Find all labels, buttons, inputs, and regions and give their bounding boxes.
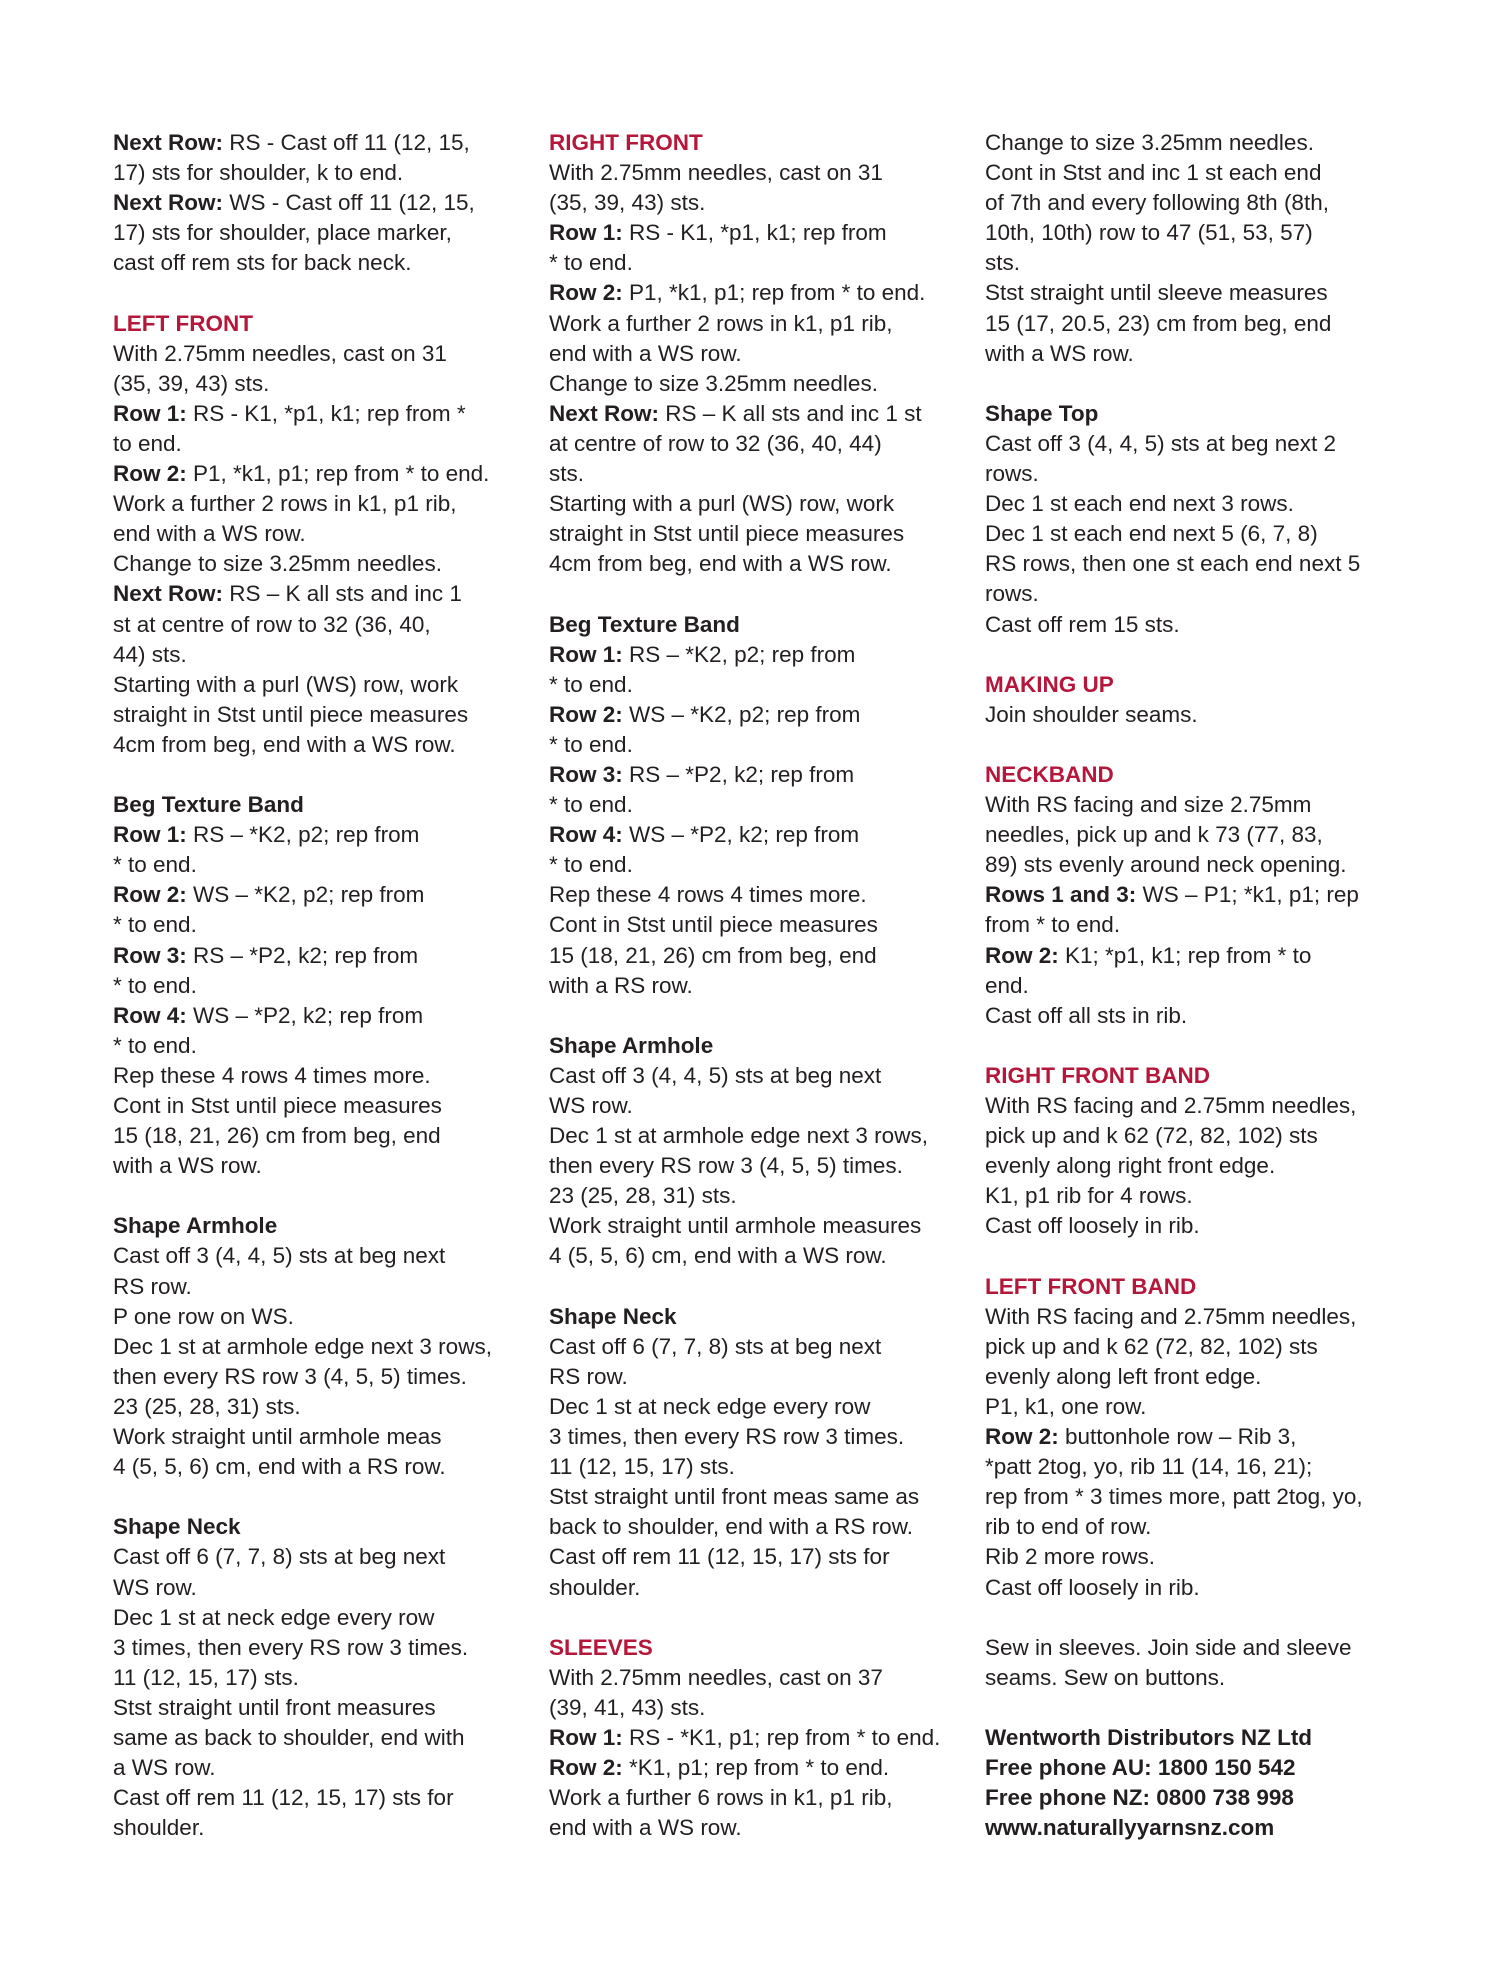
- instruction-line: [113, 128, 533, 158]
- text-line: straight in Stst until piece measures: [113, 701, 469, 727]
- instruction-line: [113, 880, 533, 910]
- text-line: RS rows, then one st each end next 5: [985, 551, 1361, 577]
- subsection-heading: Shape Armhole: [549, 1032, 714, 1058]
- text-line: shoulder.: [549, 1574, 641, 1600]
- text-line: Cont in Stst until piece measures: [113, 1093, 442, 1118]
- text-line: * to end.: [549, 250, 633, 276]
- text-line: Cast off loosely in rib.: [985, 1574, 1200, 1600]
- text-line: * to end.: [549, 671, 633, 697]
- text-line: 89) sts evenly around neck opening.: [985, 852, 1347, 878]
- text-line: 4 (5, 5, 6) cm, end with a WS row.: [549, 1243, 887, 1269]
- text-line: rows.: [985, 461, 1039, 487]
- instruction-line: [549, 820, 969, 850]
- text-line: Rep these 4 rows 4 times more.: [549, 882, 867, 908]
- text-line: Dec 1 st at armhole edge next 3 rows,: [113, 1333, 492, 1359]
- text-line: Dec 1 st at neck edge every row: [549, 1393, 871, 1419]
- instruction-line: [113, 820, 533, 850]
- text-line: 15 (17, 20.5, 23) cm from beg, end: [985, 310, 1332, 336]
- row-text: RS – K all sts and inc 1 st: [659, 400, 922, 426]
- text-line: K1, p1 rib for 4 rows.: [985, 1183, 1193, 1209]
- instruction-line: [549, 218, 969, 248]
- text-line: 11 (12, 15, 17) sts.: [113, 1664, 299, 1690]
- row-text: K1; *p1, k1; rep from * to: [1058, 942, 1312, 968]
- text-line: same as back to shoulder, end with: [113, 1724, 465, 1750]
- text-line: * to end.: [113, 1032, 197, 1058]
- row-text: RS - K1, *p1, k1; rep from *: [186, 400, 466, 426]
- text-line: 15 (18, 21, 26) cm from beg, end: [549, 942, 877, 968]
- section-heading: LEFT FRONT: [113, 310, 253, 336]
- row-text: RS - Cast off 11 (12, 15,: [223, 130, 470, 155]
- text-line: evenly along right front edge.: [985, 1153, 1276, 1179]
- text-line: shoulder.: [113, 1815, 205, 1841]
- text-line: 23 (25, 28, 31) sts.: [113, 1393, 301, 1419]
- text-line: rep from * 3 times more, patt 2tog, yo,: [985, 1484, 1363, 1510]
- text-line: * to end.: [113, 972, 197, 998]
- section-heading: LEFT FRONT BAND: [985, 1273, 1197, 1299]
- row-label: Next Row:: [549, 400, 660, 426]
- text-line: Cont in Stst and inc 1 st each end: [985, 160, 1322, 186]
- row-label: Row 1:: [549, 1724, 623, 1750]
- row-text: RS – *P2, k2; rep from: [622, 761, 855, 787]
- spacer: [113, 760, 533, 790]
- instruction-line: [113, 1001, 533, 1031]
- text-line: * to end.: [549, 792, 633, 818]
- row-text: buttonhole row – Rib 3,: [1058, 1424, 1297, 1450]
- section-heading: NECKBAND: [985, 761, 1114, 787]
- text-line: With RS facing and 2.75mm needles,: [985, 1093, 1357, 1118]
- spacer: [985, 730, 1415, 760]
- instruction-line: [549, 1723, 969, 1753]
- instruction-line: [113, 459, 533, 489]
- text-line: Cast off 3 (4, 4, 5) sts at beg next: [113, 1243, 446, 1269]
- subsection-heading: Beg Texture Band: [549, 611, 740, 637]
- contact-line: Free phone NZ: 0800 738 998: [985, 1785, 1294, 1811]
- text-line: 4cm from beg, end with a WS row.: [113, 731, 456, 757]
- contact-line: Free phone AU: 1800 150 542: [985, 1755, 1296, 1781]
- text-line: With 2.75mm needles, cast on 37: [549, 1664, 883, 1690]
- instruction-line: [549, 278, 969, 308]
- text-line: 10th, 10th) row to 47 (51, 53, 57): [985, 220, 1313, 246]
- text-line: evenly along left front edge.: [985, 1363, 1262, 1389]
- column-left: [113, 128, 533, 1843]
- row-label: Rows 1 and 3:: [985, 882, 1137, 908]
- row-label: Row 3:: [549, 761, 623, 787]
- row-text: WS – *K2, p2; rep from: [186, 882, 425, 908]
- text-line: from * to end.: [985, 912, 1121, 938]
- text-line: Work a further 6 rows in k1, p1 rib,: [549, 1785, 893, 1811]
- text-line: sts.: [985, 250, 1021, 276]
- text-line: Change to size 3.25mm needles.: [113, 551, 442, 577]
- text-line: rib to end of row.: [985, 1514, 1152, 1540]
- text-line: at centre of row to 32 (36, 40, 44): [549, 430, 882, 456]
- text-line: to end.: [113, 430, 182, 456]
- text-line: RS row.: [113, 1273, 192, 1299]
- text-line: (35, 39, 43) sts.: [113, 370, 270, 396]
- row-text: P1, *k1, p1; rep from * to end.: [186, 461, 490, 487]
- row-label: Row 2:: [113, 882, 187, 908]
- text-line: with a WS row.: [985, 340, 1134, 366]
- text-line: 17) sts for shoulder, k to end.: [113, 160, 404, 186]
- text-line: st at centre of row to 32 (36, 40,: [113, 611, 431, 637]
- spacer: [549, 1272, 969, 1302]
- instruction-line: [549, 760, 969, 790]
- row-text: *K1, p1; rep from * to end.: [622, 1755, 890, 1781]
- text-line: with a RS row.: [549, 972, 693, 998]
- text-line: Stst straight until front meas same as: [549, 1484, 920, 1510]
- text-line: With 2.75mm needles, cast on 31: [549, 160, 883, 186]
- subsection-heading: Shape Neck: [549, 1303, 677, 1329]
- text-line: * to end.: [549, 852, 633, 878]
- text-line: end with a WS row.: [113, 521, 306, 547]
- spacer: [549, 1001, 969, 1031]
- subsection-heading: Shape Neck: [113, 1514, 241, 1540]
- text-line: end.: [985, 972, 1029, 998]
- text-line: 17) sts for shoulder, place marker,: [113, 220, 452, 246]
- row-text: WS – *P2, k2; rep from: [622, 822, 860, 848]
- row-label: Row 2:: [985, 942, 1059, 968]
- instruction-line: [985, 941, 1415, 971]
- text-line: end with a WS row.: [549, 340, 742, 366]
- text-line: Change to size 3.25mm needles.: [985, 130, 1314, 155]
- text-line: 3 times, then every RS row 3 times.: [113, 1634, 469, 1660]
- spacer: [113, 1181, 533, 1211]
- text-line: * to end.: [113, 852, 197, 878]
- instruction-line: [549, 640, 969, 670]
- instruction-line: [113, 579, 533, 609]
- row-text: WS – *K2, p2; rep from: [622, 701, 861, 727]
- text-line: seams. Sew on buttons.: [985, 1664, 1226, 1690]
- text-line: a WS row.: [113, 1755, 216, 1781]
- text-line: then every RS row 3 (4, 5, 5) times.: [113, 1363, 467, 1389]
- row-text: WS – *P2, k2; rep from: [186, 1002, 424, 1028]
- text-line: P1, k1, one row.: [985, 1393, 1147, 1419]
- row-text: WS – P1; *k1, p1; rep: [1136, 882, 1359, 908]
- text-line: Starting with a purl (WS) row, work: [113, 671, 459, 697]
- instruction-line: [549, 1753, 969, 1783]
- row-label: Next Row:: [113, 130, 224, 155]
- row-label: Row 4:: [113, 1002, 187, 1028]
- row-label: Row 1:: [113, 400, 187, 426]
- text-line: 23 (25, 28, 31) sts.: [549, 1183, 737, 1209]
- text-line: pick up and k 62 (72, 82, 102) sts: [985, 1333, 1318, 1359]
- row-text: RS – *P2, k2; rep from: [186, 942, 419, 968]
- section-heading: RIGHT FRONT: [549, 130, 703, 155]
- text-line: Work a further 2 rows in k1, p1 rib,: [549, 310, 893, 336]
- section-heading: MAKING UP: [985, 671, 1114, 697]
- instruction-line: [113, 941, 533, 971]
- spacer: [985, 1031, 1415, 1061]
- spacer: [985, 1693, 1415, 1723]
- text-line: WS row.: [549, 1093, 633, 1118]
- instruction-line: [549, 399, 969, 429]
- text-line: 11 (12, 15, 17) sts.: [549, 1454, 735, 1480]
- text-line: Cast off 3 (4, 4, 5) sts at beg next 2: [985, 430, 1337, 456]
- row-label: Next Row:: [113, 581, 224, 607]
- column-middle: [549, 128, 969, 1843]
- text-line: straight in Stst until piece measures: [549, 521, 905, 547]
- text-line: 15 (18, 21, 26) cm from beg, end: [113, 1123, 441, 1149]
- row-label: Row 4:: [549, 822, 623, 848]
- instruction-line: [985, 1422, 1415, 1452]
- spacer: [985, 1241, 1415, 1271]
- text-line: sts.: [549, 461, 585, 487]
- spacer: [985, 369, 1415, 399]
- text-line: Starting with a purl (WS) row, work: [549, 491, 895, 517]
- text-line: Work straight until armhole meas: [113, 1424, 442, 1450]
- contact-line: Wentworth Distributors NZ Ltd: [985, 1724, 1313, 1750]
- text-line: * to end.: [113, 912, 197, 938]
- subsection-heading: Shape Armhole: [113, 1213, 278, 1239]
- text-line: Dec 1 st at armhole edge next 3 rows,: [549, 1123, 928, 1149]
- text-line: Work a further 2 rows in k1, p1 rib,: [113, 491, 457, 517]
- section-heading: SLEEVES: [549, 1634, 653, 1660]
- row-text: WS - Cast off 11 (12, 15,: [223, 190, 475, 216]
- text-line: With RS facing and size 2.75mm: [985, 792, 1312, 818]
- text-line: Join shoulder seams.: [985, 701, 1198, 727]
- text-line: * to end.: [549, 731, 633, 757]
- instruction-line: [549, 700, 969, 730]
- text-line: 4cm from beg, end with a WS row.: [549, 551, 892, 577]
- subsection-heading: Shape Top: [985, 400, 1099, 426]
- text-line: of 7th and every following 8th (8th,: [985, 190, 1329, 216]
- text-line: *patt 2tog, yo, rib 11 (14, 16, 21);: [985, 1454, 1313, 1480]
- instruction-line: [113, 399, 533, 429]
- text-line: With RS facing and 2.75mm needles,: [985, 1303, 1357, 1329]
- row-label: Row 2:: [549, 1755, 623, 1781]
- text-line: (39, 41, 43) sts.: [549, 1694, 706, 1720]
- text-line: Cast off loosely in rib.: [985, 1213, 1200, 1239]
- row-label: Row 1:: [549, 220, 623, 246]
- instruction-line: [985, 880, 1415, 910]
- row-label: Row 2:: [985, 1424, 1059, 1450]
- text-line: rows.: [985, 581, 1039, 607]
- row-text: RS – *K2, p2; rep from: [622, 641, 856, 667]
- row-label: Row 1:: [549, 641, 623, 667]
- row-text: P1, *k1, p1; rep from * to end.: [622, 280, 926, 306]
- row-text: RS – K all sts and inc 1: [223, 581, 462, 607]
- row-text: RS - *K1, p1; rep from * to end.: [622, 1724, 941, 1750]
- spacer: [985, 1603, 1415, 1633]
- text-line: Change to size 3.25mm needles.: [549, 370, 878, 396]
- text-line: Cast off 6 (7, 7, 8) sts at beg next: [113, 1544, 446, 1570]
- text-line: needles, pick up and k 73 (77, 83,: [985, 822, 1323, 848]
- text-line: Dec 1 st each end next 5 (6, 7, 8): [985, 521, 1318, 547]
- text-line: with a WS row.: [113, 1153, 262, 1179]
- row-label: Row 2:: [113, 461, 187, 487]
- text-line: Dec 1 st at neck edge every row: [113, 1604, 435, 1630]
- contact-line: www.naturallyyarnsnz.com: [985, 1815, 1275, 1841]
- text-line: end with a WS row.: [549, 1815, 742, 1841]
- spacer: [549, 579, 969, 609]
- text-line: RS row.: [549, 1363, 628, 1389]
- row-label: Row 2:: [549, 701, 623, 727]
- text-line: P one row on WS.: [113, 1303, 294, 1329]
- spacer: [985, 640, 1415, 670]
- text-line: Cont in Stst until piece measures: [549, 912, 878, 938]
- row-label: Row 3:: [113, 942, 187, 968]
- text-line: then every RS row 3 (4, 5, 5) times.: [549, 1153, 903, 1179]
- text-line: 44) sts.: [113, 641, 187, 667]
- text-line: Stst straight until front measures: [113, 1694, 436, 1720]
- text-line: Cast off rem 11 (12, 15, 17) sts for: [549, 1544, 890, 1570]
- text-line: pick up and k 62 (72, 82, 102) sts: [985, 1123, 1318, 1149]
- text-line: Cast off rem 11 (12, 15, 17) sts for: [113, 1785, 454, 1811]
- text-line: With 2.75mm needles, cast on 31: [113, 340, 447, 366]
- subsection-heading: Beg Texture Band: [113, 792, 304, 818]
- column-right: [985, 128, 1415, 1843]
- text-line: Rep these 4 rows 4 times more.: [113, 1062, 431, 1088]
- text-line: Dec 1 st each end next 3 rows.: [985, 491, 1294, 517]
- text-line: cast off rem sts for back neck.: [113, 250, 412, 276]
- section-heading: RIGHT FRONT BAND: [985, 1062, 1210, 1088]
- text-line: Cast off rem 15 sts.: [985, 611, 1180, 637]
- text-line: Sew in sleeves. Join side and sleeve: [985, 1634, 1352, 1660]
- text-line: Cast off 3 (4, 4, 5) sts at beg next: [549, 1062, 882, 1088]
- text-line: Cast off all sts in rib.: [985, 1002, 1188, 1028]
- text-line: Cast off 6 (7, 7, 8) sts at beg next: [549, 1333, 882, 1359]
- instruction-line: [113, 188, 533, 218]
- spacer: [113, 1482, 533, 1512]
- text-line: back to shoulder, end with a RS row.: [549, 1514, 913, 1540]
- text-line: 3 times, then every RS row 3 times.: [549, 1424, 905, 1450]
- row-label: Next Row:: [113, 190, 224, 216]
- text-line: Stst straight until sleeve measures: [985, 280, 1328, 306]
- text-line: Rib 2 more rows.: [985, 1544, 1156, 1570]
- row-label: Row 2:: [549, 280, 623, 306]
- row-text: RS – *K2, p2; rep from: [186, 822, 420, 848]
- text-line: Work straight until armhole measures: [549, 1213, 922, 1239]
- spacer: [113, 278, 533, 308]
- text-line: 4 (5, 5, 6) cm, end with a RS row.: [113, 1454, 446, 1480]
- row-text: RS - K1, *p1, k1; rep from: [622, 220, 887, 246]
- text-line: (35, 39, 43) sts.: [549, 190, 706, 216]
- text-line: WS row.: [113, 1574, 197, 1600]
- spacer: [549, 1603, 969, 1633]
- row-label: Row 1:: [113, 822, 187, 848]
